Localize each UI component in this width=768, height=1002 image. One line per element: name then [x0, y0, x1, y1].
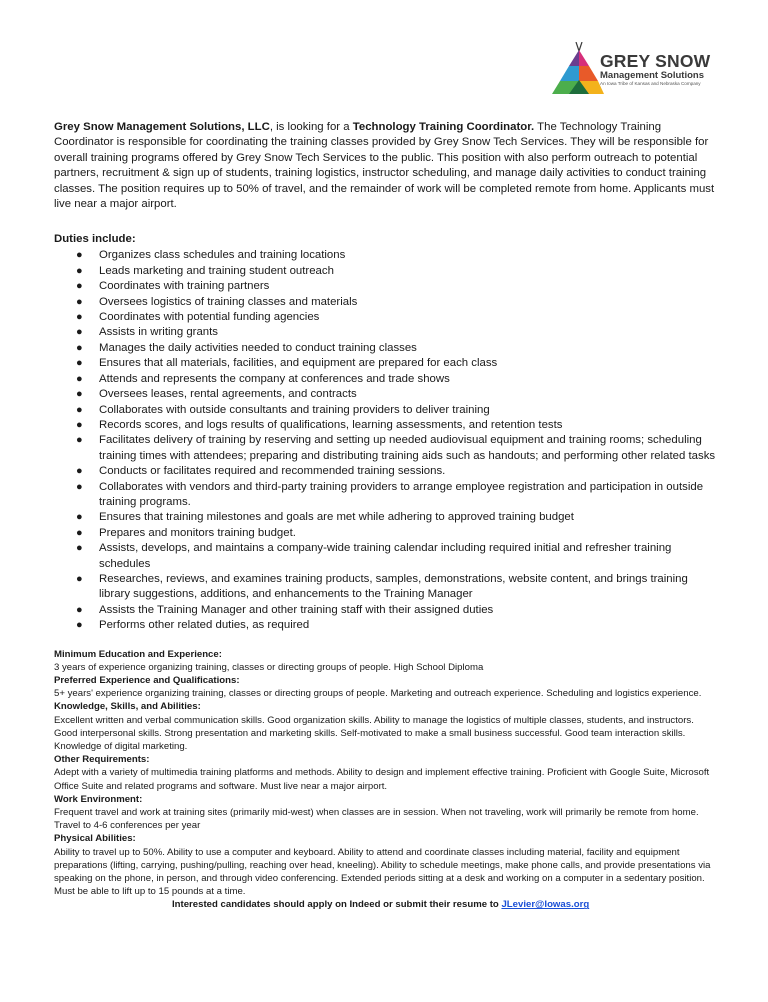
bullet-icon: ●	[76, 357, 83, 370]
duty-text: Collaborates with outside consultants and training providers to deliver training	[99, 403, 490, 416]
bullet-icon: ●	[76, 341, 83, 354]
duty-text: Researches, reviews, and examines training products, samples, demonstrations, website content, and brings training library suggestions, additions, and enhancements to the Training Manager	[99, 572, 688, 601]
duties-heading: Duties include:	[54, 233, 136, 246]
section-heading: Minimum Education and Experience:	[54, 648, 222, 660]
duty-item	[54, 572, 718, 603]
duty-item	[54, 433, 718, 464]
duty-text: Coordinates with potential funding agencies	[99, 311, 320, 324]
bullet-icon: ●	[76, 603, 83, 616]
duty-item	[54, 387, 718, 402]
section-heading: Preferred Experience and Qualifications:	[54, 675, 240, 686]
duty-item	[54, 603, 718, 618]
bullet-icon: ●	[76, 526, 83, 539]
section-body: 5+ years' experience organizing training, classes or directing groups of people. Marketing and outreach experience. Scheduling and logistics experience.	[54, 688, 702, 700]
bullet-icon: ●	[76, 480, 83, 493]
duty-text: Facilitates delivery of training by reserving and setting up needed audiovisual equipment and training rooms; scheduling training times with attendees; preparing and distributing training aids such as handouts; and performing other related tasks	[99, 434, 716, 462]
duty-item	[54, 480, 718, 511]
bullet-icon: ●	[76, 295, 83, 308]
duty-item	[54, 418, 718, 433]
section-body: Frequent travel and work at training sites (primarily mid-west) when classes are in session. When not traveling, work will primarily be remote from home. Travel to 4-6 conferences per year	[54, 807, 699, 832]
job-posting	[54, 120, 718, 911]
bullet-icon: ●	[76, 542, 83, 555]
duty-item	[54, 618, 718, 633]
duty-text: Manages the daily activities needed to conduct training classes	[99, 341, 417, 354]
bullet-icon: ●	[76, 465, 83, 478]
duty-text: Records scores, and logs results of qualifications, learning assessments, and retention tests	[99, 418, 563, 431]
duty-text: Attends and represents the company at conferences and trade shows	[99, 372, 450, 385]
intro-text-2: The Technology Training Coordinator is responsible for coordinating the training classes provided by Grey Snow Tech Services. They will be responsible for overall training programs offered by Grey Snow Tech Services to the public. This position with also perform outreach to potential partners, recruitment & sign up of students, training logistics, instructor scheduling, and manage daily activities to conduct training classes. The position requires up to 50% of travel, and the remainder of work will be completed remote from home. Applicants must live near a major airport.	[54, 121, 715, 211]
position-title: Technology Training Coordinator.	[352, 121, 535, 133]
bullet-icon: ●	[76, 264, 83, 277]
duty-item	[54, 372, 718, 387]
duty-item	[54, 310, 718, 325]
duty-item	[54, 526, 718, 541]
intro-text-1: , is looking for a	[269, 121, 353, 133]
duty-item	[54, 248, 718, 263]
duty-item	[54, 264, 718, 279]
bullet-icon: ●	[76, 388, 83, 401]
section-heading: Other Requirements:	[54, 754, 150, 766]
section-heading: Knowledge, Skills, and Abilities:	[54, 701, 201, 713]
section-heading: Work Environment:	[54, 793, 143, 805]
duty-text: Prepares and monitors training budget.	[99, 526, 296, 539]
bullet-icon: ●	[76, 572, 83, 585]
bullet-icon: ●	[76, 619, 83, 632]
bullet-icon: ●	[76, 280, 83, 293]
bullet-icon: ●	[76, 249, 83, 262]
duty-item	[54, 541, 718, 572]
company-logo	[552, 40, 732, 102]
section-body: Excellent written and verbal communication skills. Good organization skills. Ability to manage the logistics of multiple classes, students, and instructors. Good interpersonal skills. Strong presentation and marketing skills. Self-motivated to make a small business successful. Good team interaction skills. Knowledge of digital marketing.	[54, 714, 694, 753]
duty-text: Oversees logistics of training classes and materials	[99, 295, 358, 308]
bullet-icon: ●	[76, 326, 83, 339]
duty-text: Collaborates with vendors and third-party training providers to arrange employee registration and participation in outside training programs.	[99, 480, 704, 508]
bullet-icon: ●	[76, 372, 83, 385]
bullet-icon: ●	[76, 418, 83, 431]
company-name: Grey Snow Management Solutions, LLC	[54, 121, 270, 133]
duty-item	[54, 341, 718, 356]
duties-list	[54, 248, 718, 633]
bullet-icon: ●	[76, 511, 83, 524]
duty-text: Ensures that training milestones and goals are met while adhering to approved training budget	[99, 511, 574, 524]
duty-text: Oversees leases, rental agreements, and contracts	[99, 388, 357, 401]
duty-text: Leads marketing and training student outreach	[99, 264, 334, 277]
duty-text: Conducts or facilitates required and recommended training sessions.	[99, 465, 446, 478]
logo-title: GREY SNOW	[600, 51, 711, 71]
section-body: 3 years of experience organizing training, classes or directing groups of people. High School Diploma	[54, 661, 484, 673]
section-body: Adept with a variety of multimedia training platforms and methods. Ability to design and implement effective training. Proficient with Google Suite, Microsoft Office Suite and related programs and software. Must live near a major airport.	[54, 767, 710, 792]
duty-text: Assists, develops, and maintains a company-wide training calendar including required initial and refresher training schedules	[99, 542, 672, 570]
duty-item	[54, 325, 718, 340]
section-body: Ability to travel up to 50%. Ability to use a computer and keyboard. Ability to attend and coordinate classes including material, facility and equipment preparations (lifting, carrying, pushing/pulling, reaching over head, kneeling). Ability to schedule meetings, make phone calls, and provide presentations via speaking on the phone, in person, and through video conferencing. Extended periods sitting at a desk and working on a computer in a sedentary position. Must be able to lift up to 15 pounds at a time.	[54, 846, 711, 898]
duty-item	[54, 295, 718, 310]
duty-text: Coordinates with training partners	[99, 280, 270, 293]
duty-text: Assists the Training Manager and other training staff with their assigned duties	[99, 603, 494, 616]
duty-item	[54, 510, 718, 525]
duty-item	[54, 279, 718, 294]
duty-item	[54, 356, 718, 371]
duty-item	[54, 403, 718, 418]
apply-text: Interested candidates should apply on Indeed or submit their resume to	[172, 899, 502, 911]
intro-paragraph	[54, 120, 718, 212]
apply-email-link[interactable]: JLevier@Iowas.org	[501, 899, 590, 911]
bullet-icon: ●	[76, 311, 83, 324]
duty-item	[54, 464, 718, 479]
bullet-icon: ●	[76, 434, 83, 447]
duty-text: Ensures that all materials, facilities, and equipment are prepared for each class	[99, 357, 498, 370]
requirements-sections	[54, 648, 718, 899]
apply-instructions	[54, 898, 718, 911]
logo-tagline: An Iowa Tribe of Kansas and Nebraska Company	[600, 81, 701, 86]
duty-text: Assists in writing grants	[99, 326, 219, 339]
duty-text: Performs other related duties, as required	[99, 619, 310, 632]
grey-snow-logo-icon	[552, 42, 604, 100]
duty-text: Organizes class schedules and training locations	[99, 249, 346, 262]
section-heading: Physical Abilities:	[54, 833, 136, 845]
logo-subtitle: Management Solutions	[600, 70, 704, 81]
bullet-icon: ●	[76, 403, 83, 416]
